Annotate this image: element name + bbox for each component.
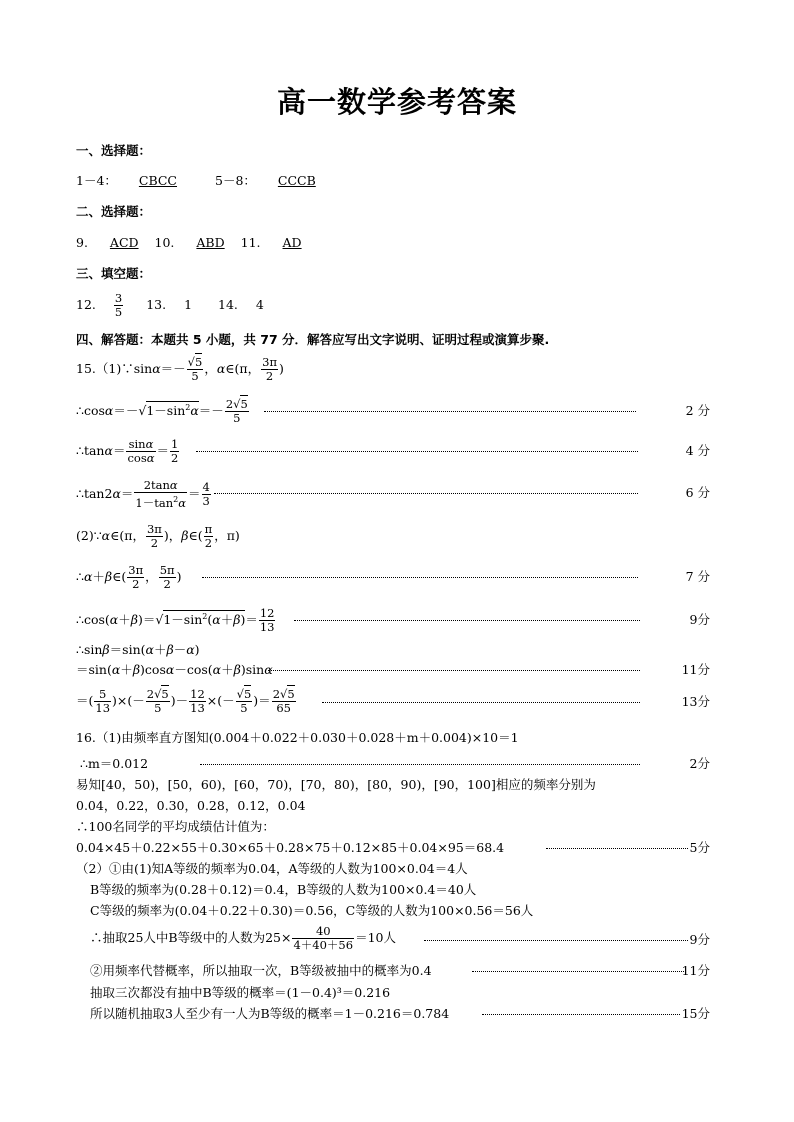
group1-answer: CBCC — [138, 173, 178, 188]
q15-part2-given: (2)∵α∈(π， $\frac{3\pi}{2}$ )，β∈( $\frac{\pi}{2}$ ，π) — [76, 522, 240, 550]
q12-label: 12. — [76, 297, 96, 312]
leader-line — [322, 702, 640, 703]
score-mark: 9分 — [689, 612, 710, 627]
leader-line — [482, 1014, 680, 1015]
page-title: 高一数学参考答案 — [276, 85, 517, 119]
q16-line1: 16.（1)由频率直方图知(0.004＋0.022＋0.030＋0.028＋m＋0.004)×10＝1 — [76, 730, 519, 745]
score-mark: 11分 — [681, 963, 710, 978]
leader-line — [214, 493, 638, 494]
q16-line6: 0.04×45＋0.22×55＋0.30×65＋0.28×75＋0.12×85＋0.04×95＝68.4 — [76, 840, 505, 855]
q16-line5: ∴100名同学的平均成绩估计值为： — [76, 819, 275, 834]
score-mark: 6 分 — [685, 485, 710, 500]
q10-label: 10. — [154, 235, 175, 250]
leader-line — [264, 411, 636, 412]
multi-choice-answers-row — [76, 235, 302, 251]
leader-line — [546, 848, 688, 849]
q16-line2: ∴m＝0.012 — [80, 756, 149, 771]
group1-label: 1－4： — [76, 173, 117, 188]
fill-blank-answers-row — [76, 292, 264, 319]
q15-cos: $\therefore\cos\alpha=-√1-\sin^2\alpha=-$ $\frac{2√5}{5}$ — [76, 397, 248, 425]
q11-label: 11. — [240, 235, 261, 250]
q16-line7: （2）①由(1)知A等级的频率为0.04，A等级的人数为100×0.04＝4人 — [76, 861, 468, 876]
q15-sinb: ∴sinβ＝sin(α＋β－α) — [76, 642, 200, 657]
q15-expand: ＝sin(α＋β)cosα－cos(α＋β)sinα — [76, 662, 273, 677]
q12-fraction: $\frac{3}{5}$ — [114, 291, 123, 319]
q16-line12: 抽取三次都没有抽中B等级的概率＝(1－0.4)³＝0.216 — [90, 985, 391, 1000]
q16-line4: 0.04，0.22，0.30，0.28，0.12，0.04 — [76, 798, 306, 813]
q13-label: 13. — [146, 297, 167, 312]
score-mark: 11分 — [681, 662, 710, 677]
q16-line3: 易知[40，50)，[50，60)，[60，70)，[70，80)，[80，90)，[90，100]相应的频率分别为 — [76, 777, 596, 792]
q16-line11: ②用频率代替概率，所以抽取一次，B等级被抽中的概率为0.4 — [90, 963, 432, 978]
q15-result: ＝( $\frac{5}{13}$ )×(－ $\frac{2√5}{5}$ )－ $\frac{12}{13}$ ×(－ $\frac{√5}{5}$ )＝ $\frac{2√5}{65}$ — [76, 687, 295, 715]
q14-answer: 4 — [255, 297, 264, 312]
q16-line8: B等级的频率为(0.28＋0.12)＝0.4，B等级的人数为100×0.4＝40人 — [90, 882, 477, 897]
section-heading-choice: 一、选择题： — [76, 143, 152, 158]
group2-answer: CCCB — [277, 173, 316, 188]
q16-line10: ∴抽取25人中B等级中的人数为25× $\frac{40}{4+40+56}$ ＝10人 — [90, 924, 396, 952]
section-heading-solutions: 四、解答题：本题共 5 小题，共 77 分．解答应写出文字说明、证明过程或演算步聚. — [76, 332, 550, 347]
leader-line — [200, 764, 640, 765]
q9-label: 9. — [76, 235, 88, 250]
leader-line — [268, 670, 640, 671]
leader-line — [294, 620, 640, 621]
q13-answer: 1 — [184, 297, 193, 312]
score-mark: 2分 — [689, 756, 710, 771]
leader-line — [202, 577, 638, 578]
q15-tan2a: ∴tan2α＝ $\frac{2\tan\alpha}{1-\tan^2\alpha}$ ＝ $\frac{4}{3}$ — [76, 478, 210, 510]
score-mark: 15分 — [681, 1006, 710, 1021]
score-mark: 13分 — [681, 694, 710, 709]
q15-cos-sum: $\therefore\cos(\alpha+\beta)=√1-\sin^2(\alpha+\beta)=$ $\frac{12}{13}$ — [76, 606, 275, 634]
q15-given: 15.（1)∵sinα＝－ $\frac{√5}{5}$ ，α∈(π， $\frac{3\pi}{2}$ ) — [76, 355, 284, 383]
score-mark: 4 分 — [685, 443, 710, 458]
leader-line — [472, 971, 684, 972]
q15-tan: ∴tanα＝ $\frac{\sin\alpha}{\cos\alpha}$ ＝ $\frac{1}{2}$ — [76, 437, 179, 465]
group2-label: 5－8： — [215, 173, 256, 188]
q16-line9: C等级的频率为(0.04＋0.22＋0.30)＝0.56，C等级的人数为100×0.56＝56人 — [90, 903, 534, 918]
q16-line13: 所以随机抽取3人至少有一人为B等级的概率＝1－0.216＝0.784 — [90, 1006, 450, 1021]
section-heading-fill-blank: 三、填空题： — [76, 266, 152, 281]
q14-label: 14. — [218, 297, 238, 312]
q15-sum-range: ∴α＋β∈( $\frac{3\pi}{2}$ ， $\frac{5\pi}{2}$ ) — [76, 563, 182, 591]
q10-answer: ABD — [196, 235, 225, 250]
q9-answer: ACD — [109, 235, 139, 250]
leader-line — [424, 940, 688, 941]
section-heading-multi-choice: 二、选择题： — [76, 204, 152, 219]
score-mark: 9分 — [689, 932, 710, 947]
leader-line — [196, 451, 638, 452]
score-mark: 7 分 — [685, 569, 710, 584]
choice-answers-row — [76, 173, 316, 189]
score-mark: 2 分 — [685, 403, 710, 418]
q11-answer: AD — [282, 235, 302, 250]
score-mark: 5分 — [689, 840, 710, 855]
